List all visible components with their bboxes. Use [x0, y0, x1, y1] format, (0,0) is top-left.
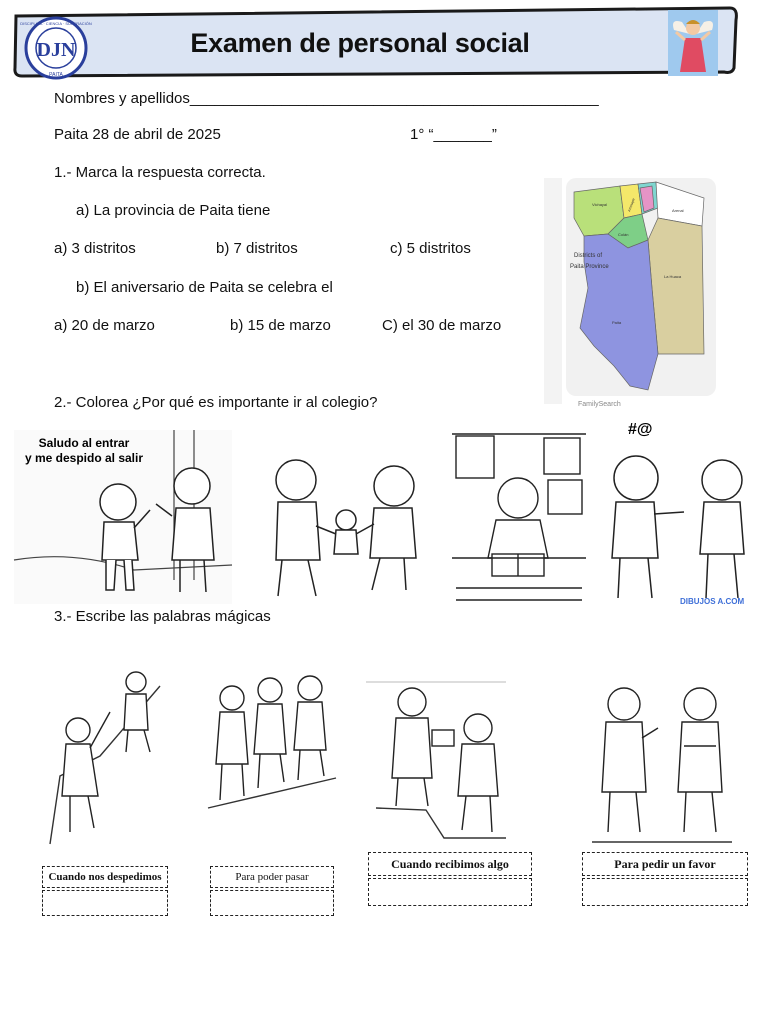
- answer-field-pass[interactable]: [210, 890, 334, 916]
- grade-field[interactable]: 1° “_______”: [410, 126, 497, 143]
- q3-heading: 3.- Escribe las palabras mágicas: [54, 608, 271, 625]
- pass-coloring-picture: [206, 668, 342, 816]
- goodbye-coloring-picture: [40, 656, 168, 846]
- map-label-arenal: Arenal: [672, 208, 684, 213]
- logo-ring-bottom: PAITA: [49, 72, 63, 78]
- q1-heading: 1.- Marca la respuesta correcta.: [54, 164, 266, 181]
- q1b-option-b[interactable]: b) 15 de marzo: [230, 317, 331, 334]
- map-title-line2: Paita Province: [570, 264, 609, 270]
- map-label-colan: Colán: [618, 232, 629, 237]
- greeting-coloring-picture: [14, 430, 232, 604]
- logo-ring-top: DISCIPLINA · CIENCIA · SUPERACIÓN: [20, 21, 92, 26]
- q1a-option-c[interactable]: c) 5 distritos: [390, 240, 471, 257]
- anger-symbols: #@: [628, 421, 653, 438]
- label-pass: Para poder pasar: [235, 871, 309, 883]
- q1b-prompt: b) El aniversario de Paita se celebra el: [76, 279, 333, 296]
- answer-field-goodbye[interactable]: [42, 890, 168, 916]
- arguing-coloring-picture: [600, 418, 760, 606]
- sharing-coloring-picture: [256, 450, 426, 602]
- angel-image: [668, 10, 718, 76]
- label-receive: Cuando recibimos algo: [391, 857, 509, 871]
- map-label-vichayal: Vichayal: [592, 202, 608, 207]
- greeting-caption-line1: Saludo al entrar: [38, 436, 130, 450]
- label-box-pass: [210, 866, 334, 888]
- studying-coloring-picture: [452, 428, 586, 604]
- label-favor: Para pedir un favor: [614, 857, 716, 871]
- greeting-caption-line2: y me despido al salir: [24, 451, 144, 465]
- map-label-la-huaca: La Huaca: [664, 274, 682, 279]
- label-box-receive: [368, 852, 532, 876]
- q1b-option-c[interactable]: C) el 30 de marzo: [382, 317, 502, 334]
- watermark: DIBUJOS A.COM: [680, 597, 745, 606]
- paita-province-map: [544, 178, 716, 408]
- answer-field-favor[interactable]: [582, 878, 748, 906]
- label-box-goodbye: [42, 866, 168, 888]
- q1a-prompt: a) La provincia de Paita tiene: [76, 202, 271, 219]
- q1a-option-a[interactable]: a) 3 distritos: [54, 240, 136, 257]
- answer-field-receive[interactable]: [368, 878, 532, 906]
- school-logo: [20, 16, 92, 80]
- map-title-line1: Districts of: [574, 253, 603, 259]
- page-title: Examen de personal social: [190, 28, 530, 58]
- label-box-favor: [582, 852, 748, 876]
- map-label-paita: Paita: [612, 320, 622, 325]
- map-label-amotape: Amotape: [627, 197, 636, 213]
- receive-coloring-picture: [366, 682, 506, 842]
- q1b-option-a[interactable]: a) 20 de marzo: [54, 317, 155, 334]
- logo-letters: DJN: [36, 39, 76, 61]
- favor-coloring-picture: [592, 682, 732, 846]
- names-field[interactable]: Nombres y apellidos_________________________________________________: [54, 90, 599, 107]
- map-source: FamilySearch: [578, 401, 621, 408]
- q2-heading: 2.- Colorea ¿Por qué es importante ir al colegio?: [54, 394, 378, 411]
- date-text: Paita 28 de abril de 2025: [54, 126, 221, 143]
- label-goodbye: Cuando nos despedimos: [48, 871, 162, 883]
- q1a-option-b[interactable]: b) 7 distritos: [216, 240, 298, 257]
